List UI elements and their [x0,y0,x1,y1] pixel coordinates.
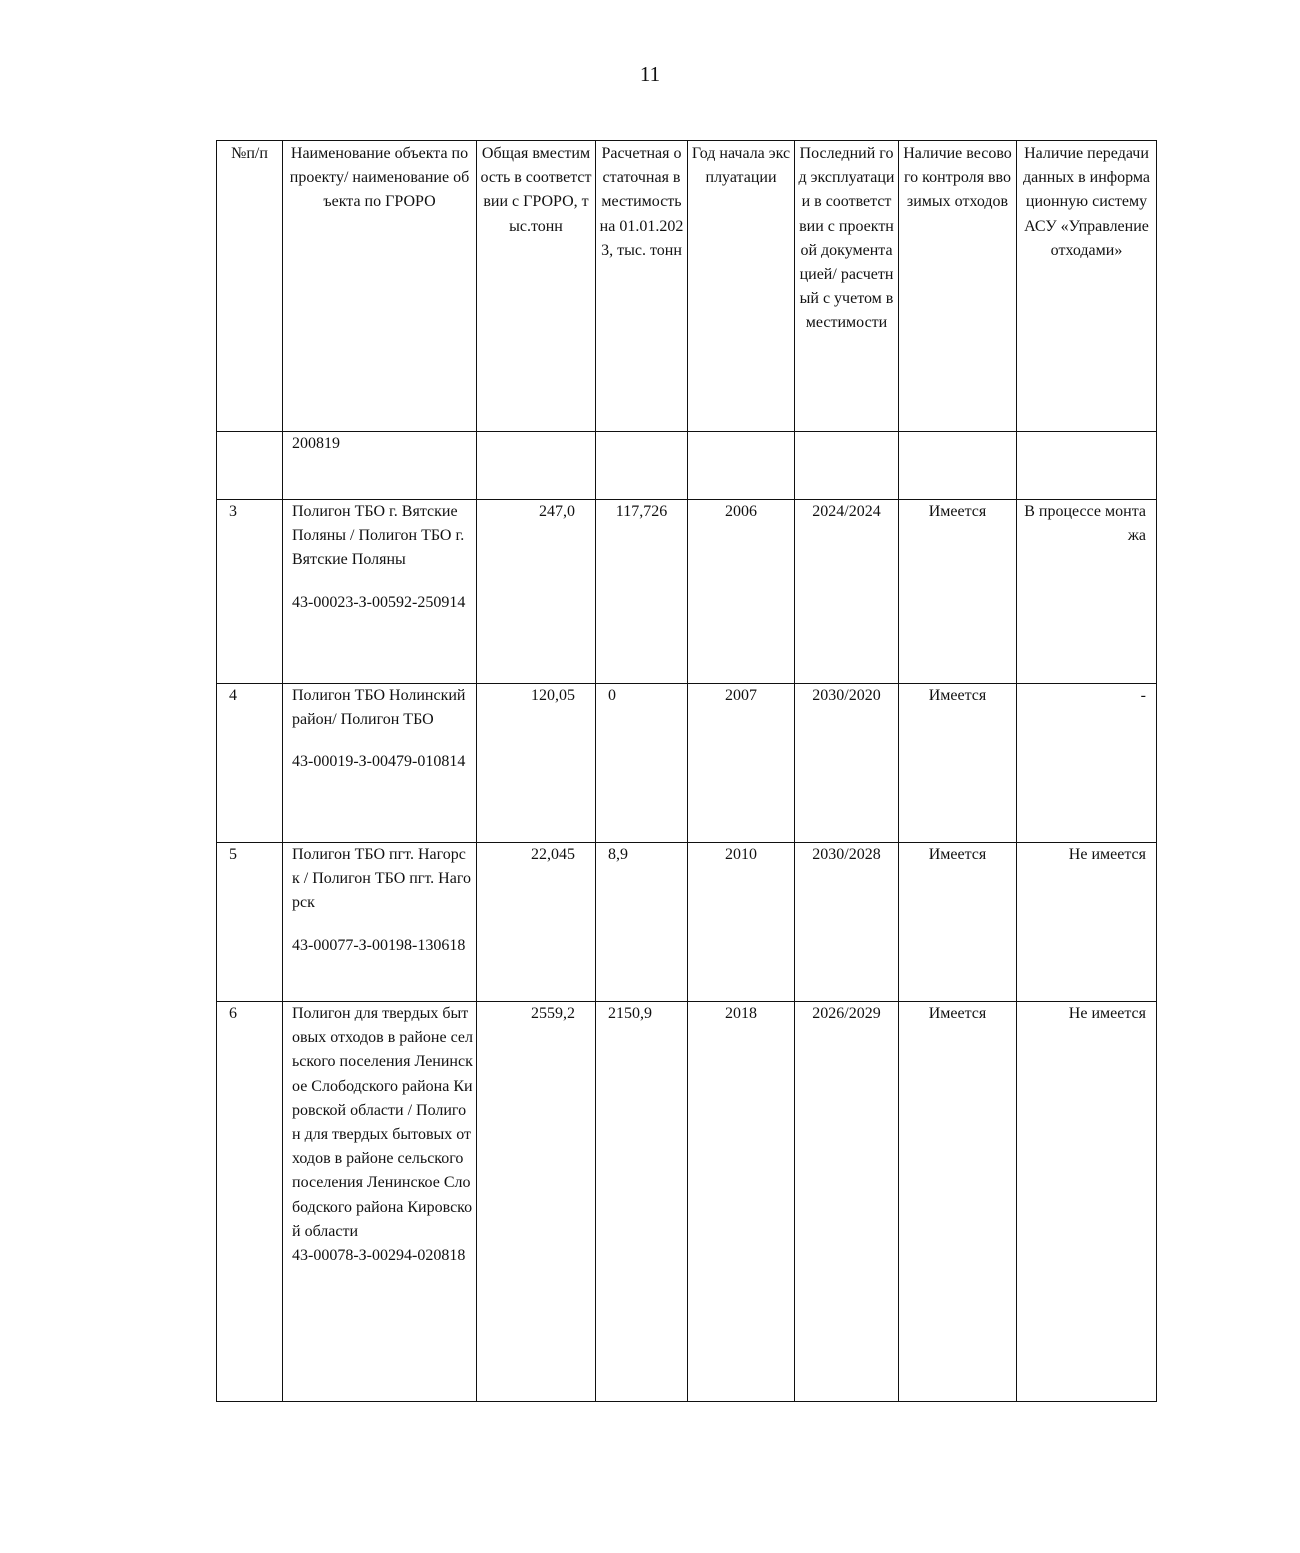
header-weight-control: Наличие весового контроля ввозимых отходов [899,141,1017,432]
row-start-year [688,432,795,500]
row-num: 6 [217,1002,283,1402]
row-name [283,1002,477,1402]
landfill-table-container [216,140,1151,1405]
header-remaining: Расчетная остаточная вместимость на 01.01.2023, тыс. тонн [596,141,688,432]
row-code: 43-00019-З-00479-010814 [292,753,466,771]
table-row [217,843,1157,1002]
table-row [217,500,1157,684]
row-num: 4 [217,684,283,843]
row-title: Полигон ТБО г. Вятские Поляны / Полигон ТБО г. Вятские Поляны [292,503,465,569]
row-capacity: 2559,2 [477,1002,596,1402]
row-last-year: 2026/2029 [795,1002,899,1402]
row-last-year: 2030/2020 [795,684,899,843]
row-remaining [596,432,688,500]
row-weight-control: Имеется [899,684,1017,843]
page-number: 11 [639,62,661,86]
row-weight-control: Имеется [899,500,1017,684]
row-last-year: 2030/2028 [795,843,899,1002]
row-num: 3 [217,500,283,684]
row-last-year: 2024/2024 [795,500,899,684]
row-name [283,684,477,843]
row-weight-control: Имеется [899,843,1017,1002]
row-capacity: 247,0 [477,500,596,684]
row-start-year: 2018 [688,1002,795,1402]
landfill-table [216,140,1157,1402]
row-data-transfer [1017,432,1157,500]
header-capacity: Общая вместимость в соответствии с ГРОРО, тыс.тонн [477,141,596,432]
row-code: 200819 [292,435,340,452]
row-name [283,500,477,684]
row-start-year: 2007 [688,684,795,843]
row-data-transfer: В процессе монтажа [1017,500,1157,684]
row-title: Полигон для твердых бытовых отходов в районе сельского поселения Ленинское Слободского района Кировской области / Полигон для твердых бытовых отходов в районе сельского поселения Ленинское Слободского района Кировской области [292,1005,473,1240]
row-capacity: 120,05 [477,684,596,843]
table-row [217,1002,1157,1402]
header-data-transfer: Наличие передачи данных в информационную систему АСУ «Управление отходами» [1017,141,1157,432]
row-weight-control: Имеется [899,1002,1017,1402]
row-data-transfer: - [1017,684,1157,843]
row-remaining: 8,9 [596,843,688,1002]
row-num [217,432,283,500]
table-row [217,684,1157,843]
row-code: 43-00077-З-00198-130618 [292,936,466,954]
row-start-year: 2006 [688,500,795,684]
row-remaining: 0 [596,684,688,843]
header-last-year: Последний год эксплуатации в соответствии с проектной документацией/ расчетный с учетом вместимости [795,141,899,432]
row-remaining: 117,726 [596,500,688,684]
row-remaining: 2150,9 [596,1002,688,1402]
row-capacity: 22,045 [477,843,596,1002]
row-name [283,432,477,500]
row-data-transfer: Не имеется [1017,1002,1157,1402]
row-last-year [795,432,899,500]
row-title: Полигон ТБО Нолинский район/ Полигон ТБО [292,687,466,729]
row-code: 43-00023-З-00592-250914 [292,593,466,611]
row-data-transfer: Не имеется [1017,843,1157,1002]
row-name [283,843,477,1002]
header-start-year: Год начала эксплуатации [688,141,795,432]
header-row [217,141,1157,432]
table-row [217,432,1157,500]
header-num: №п/п [217,141,283,432]
row-code: 43-00078-З-00294-020818 [292,1247,466,1265]
row-start-year: 2010 [688,843,795,1002]
row-weight-control [899,432,1017,500]
row-capacity [477,432,596,500]
row-num: 5 [217,843,283,1002]
row-title: Полигон ТБО пгт. Нагорск / Полигон ТБО пгт. Нагорск [292,846,471,912]
header-name: Наименование объекта по проекту/ наименование объекта по ГРОРО [283,141,477,432]
